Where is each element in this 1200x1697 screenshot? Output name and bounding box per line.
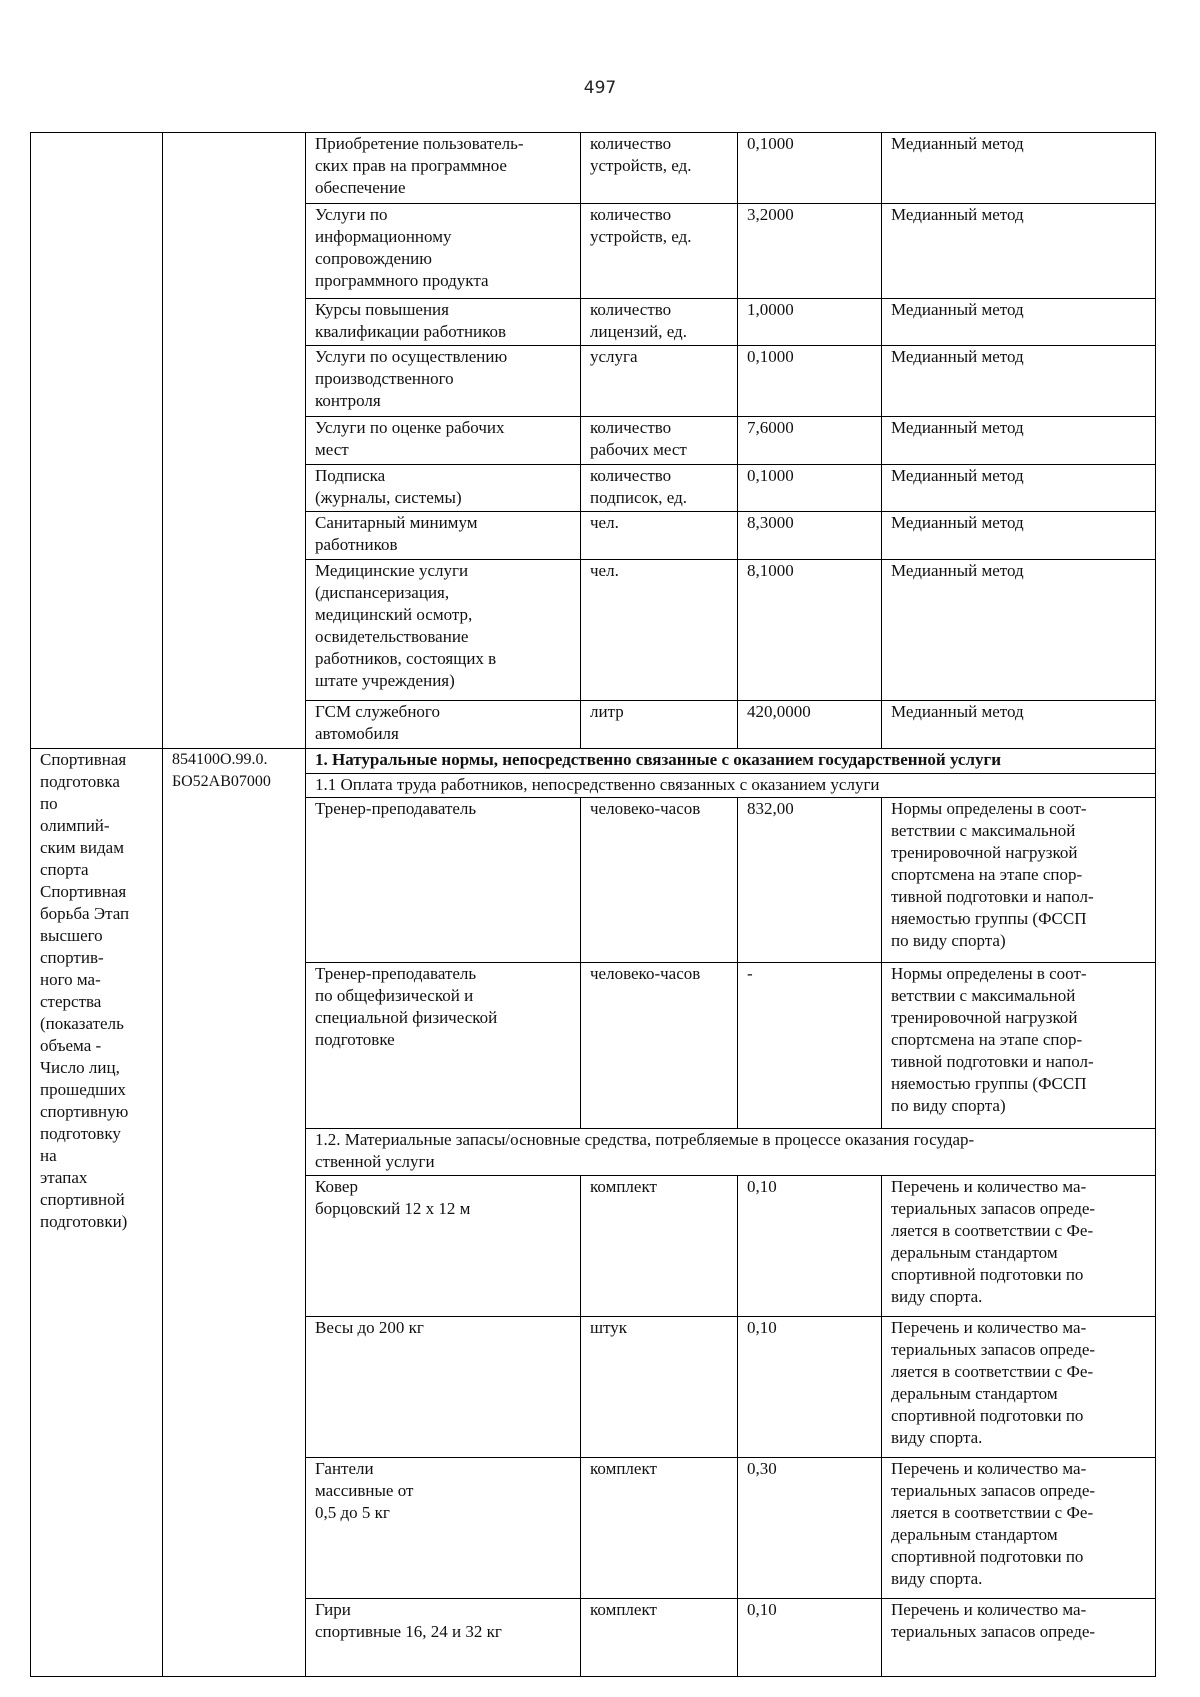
top-row-7-unit: чел. [590,561,619,580]
material-row-1-value: 0,10 [747,1318,777,1337]
table-rule [580,1175,581,1677]
table-rule [305,464,1156,465]
section-1-2-heading: 1.2. Материальные запасы/основные средства, потребляемые в процессе оказания государ- ственной услуги [315,1130,975,1171]
top-row-1-name: Услуги по информационному сопровождению программного продукта [315,205,489,290]
table-rule [737,797,738,1129]
material-row-3-value: 0,10 [747,1600,777,1619]
top-row-0-method: Медианный метод [891,134,1024,153]
page-number: 497 [583,78,617,98]
labor-row-0-name: Тренер-преподаватель [315,799,477,818]
material-row-2-name: Гантели массивные от 0,5 до 5 кг [315,1459,414,1522]
table-rule [162,132,163,1677]
top-row-4-value: 7,6000 [747,418,794,437]
material-row-3-name: Гири спортивные 16, 24 и 32 кг [315,1600,502,1641]
top-row-7-method: Медианный метод [891,561,1024,580]
section-1-heading: 1. Натуральные нормы, непосредственно связанные с оказанием государственной услуги [315,750,1002,769]
top-row-3-name: Услуги по осуществлению производственного контроля [315,347,508,410]
table-rule [305,345,1156,346]
top-row-6-method: Медианный метод [891,513,1024,532]
table-rule [305,962,1156,963]
table-rule [305,1457,1156,1458]
labor-row-1-unit: человеко-часов [590,964,701,983]
top-row-4-unit: количество рабочих мест [590,418,687,459]
top-row-1-method: Медианный метод [891,205,1024,224]
top-row-0-name: Приобретение пользователь- ских прав на программное обеспечение [315,134,524,197]
material-row-3-unit: комплект [590,1600,657,1619]
material-row-2-unit: комплект [590,1459,657,1478]
section-1-1-heading: 1.1 Оплата труда работников, непосредственно связанных с оказанием услуги [315,775,880,794]
top-row-2-name: Курсы повышения квалификации работников [315,300,507,341]
material-row-0-value: 0,10 [747,1177,777,1196]
top-row-1-value: 3,2000 [747,205,794,224]
table-rule [305,298,1156,299]
material-row-0-unit: комплект [590,1177,657,1196]
labor-row-1-value: - [747,964,753,983]
material-row-1-name: Весы до 200 кг [315,1318,424,1337]
table-rule [305,416,1156,417]
table-rule [737,132,738,749]
top-row-5-value: 0,1000 [747,466,794,485]
top-row-2-method: Медианный метод [891,300,1024,319]
table-rule [305,203,1156,204]
labor-row-1-name: Тренер-преподаватель по общефизической и специальной физической подготовке [315,964,498,1049]
table-rule [1155,132,1156,1677]
table-rule [881,1175,882,1677]
top-row-8-value: 420,0000 [747,702,811,721]
table-rule [305,1316,1156,1317]
top-row-0-unit: количество устройств, ед. [590,134,692,175]
material-row-2-value: 0,30 [747,1459,777,1478]
service-code: 854100О.99.0. БО52АВ07000 [172,751,271,790]
top-row-6-value: 8,3000 [747,513,794,532]
top-row-6-unit: чел. [590,513,619,532]
top-row-4-name: Услуги по оценке рабочих мест [315,418,505,459]
material-row-1-unit: штук [590,1318,628,1337]
service-name: Спортивная подготовка по олимпий- ским видам спорта Спортивная борьба Этап высшего спортив- ного ма- стерства (показатель объема - Число лиц, прошедших спортивную подготовку на этапах спортивной подготовки) [40,750,130,1231]
labor-row-0-method: Нормы определены в соот- ветствии с максимальной тренировочной нагрузкой спортсмена на этапе спор- тивной подготовки и напол- няемостью группы (ФССП по виду спорта) [891,799,1094,950]
material-row-2-method: Перечень и количество ма- териальных запасов опреде- ляется в соответствии с Фе- деральным стандартом спортивной подготовки по виду спорта. [891,1459,1096,1588]
top-row-5-method: Медианный метод [891,466,1024,485]
table-rule [305,559,1156,560]
material-row-3-method: Перечень и количество ма- териальных запасов опреде- [891,1600,1096,1641]
table-rule [305,700,1156,701]
top-row-8-name: ГСМ служебного автомобиля [315,702,440,743]
labor-row-1-method: Нормы определены в соот- ветствии с максимальной тренировочной нагрузкой спортсмена на этапе спор- тивной подготовки и напол- няемостью группы (ФССП по виду спорта) [891,964,1094,1115]
top-row-5-unit: количество подписок, ед. [590,466,687,507]
table-rule [881,132,882,749]
material-row-0-method: Перечень и количество ма- териальных запасов опреде- ляется в соответствии с Фе- деральным стандартом спортивной подготовки по виду спорта. [891,1177,1096,1306]
top-row-5-name: Подписка (журналы, системы) [315,466,462,507]
table-rule [305,511,1156,512]
table-rule [737,1175,738,1677]
top-row-7-name: Медицинские услуги (диспансеризация, медицинский осмотр, освидетельствование работников, состоящих в штате учреждения) [315,561,497,690]
labor-row-0-value: 832,00 [747,799,794,818]
top-row-3-value: 0,1000 [747,347,794,366]
top-row-1-unit: количество устройств, ед. [590,205,692,246]
table-rule [881,797,882,1129]
table-rule [30,1676,1156,1677]
top-row-4-method: Медианный метод [891,418,1024,437]
top-row-3-unit: услуга [590,347,638,366]
material-row-1-method: Перечень и количество ма- териальных запасов опреде- ляется в соответствии с Фе- деральным стандартом спортивной подготовки по виду спорта. [891,1318,1096,1447]
top-row-7-value: 8,1000 [747,561,794,580]
table-rule [580,797,581,1129]
top-row-8-unit: литр [590,702,624,721]
top-row-8-method: Медианный метод [891,702,1024,721]
table-rule [305,1598,1156,1599]
material-row-0-name: Ковер борцовский 12 х 12 м [315,1177,471,1218]
top-row-0-value: 0,1000 [747,134,794,153]
top-row-3-method: Медианный метод [891,347,1024,366]
labor-row-0-unit: человеко-часов [590,799,701,818]
top-row-6-name: Санитарный минимум работников [315,513,478,554]
table-rule [580,132,581,749]
top-row-2-unit: количество лицензий, ед. [590,300,687,341]
top-row-2-value: 1,0000 [747,300,794,319]
